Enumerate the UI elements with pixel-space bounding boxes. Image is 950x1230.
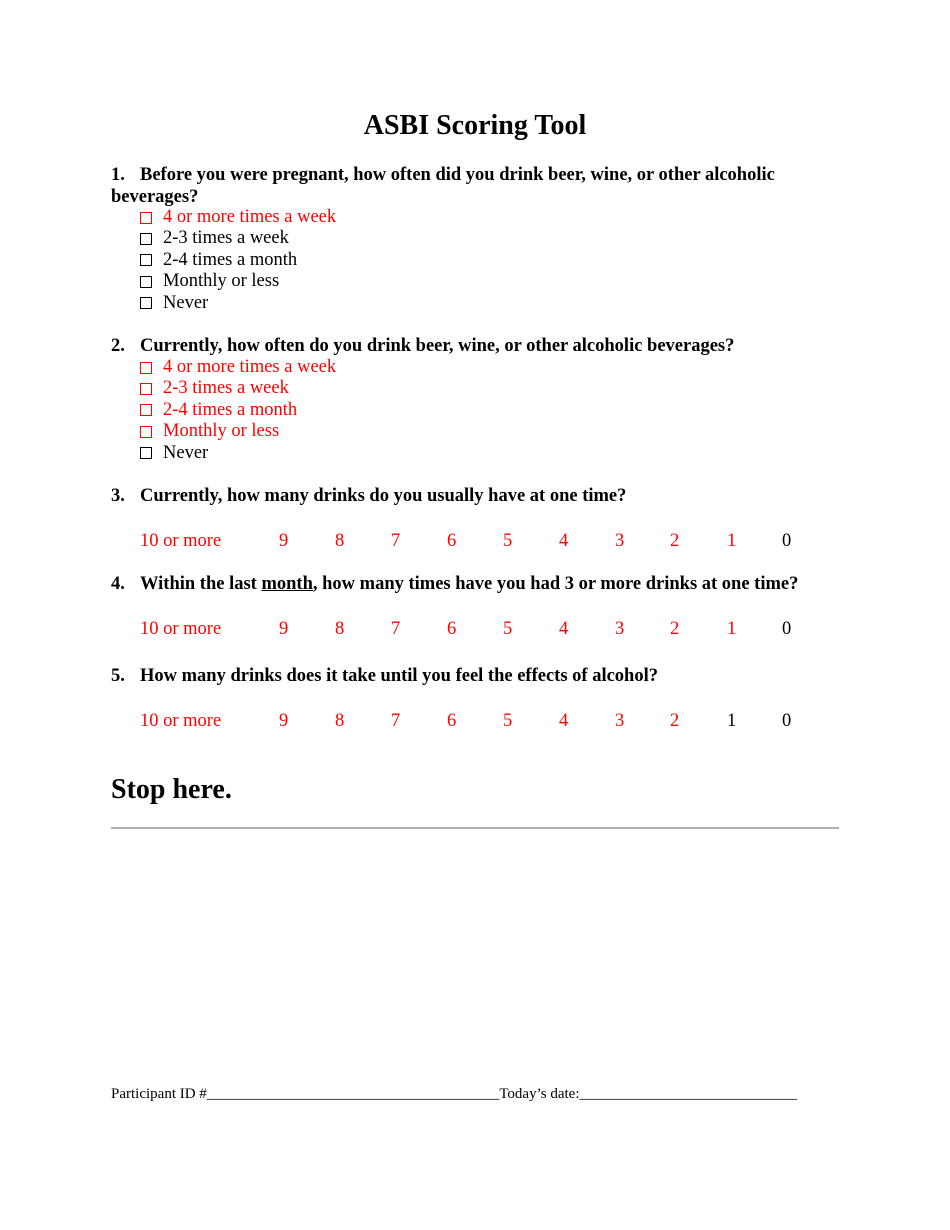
todays-date-field[interactable]: _____________________________ <box>579 1086 797 1102</box>
q1-option-1-label: 4 or more times a week <box>163 207 337 227</box>
question-1-options <box>140 207 336 314</box>
q3-scale-option[interactable]: 8 <box>335 531 345 551</box>
q2-option-1-label: 4 or more times a week <box>163 357 337 377</box>
checkbox-icon[interactable] <box>140 447 152 459</box>
q4-scale-option[interactable]: 7 <box>391 619 401 639</box>
q4-scale-option[interactable]: 5 <box>503 619 513 639</box>
checkbox-icon[interactable] <box>140 383 152 395</box>
divider <box>111 827 839 829</box>
question-5-scale <box>0 709 950 733</box>
q2-option-1[interactable] <box>140 357 336 378</box>
q1-option-3-label: 2-4 times a month <box>163 249 298 270</box>
q3-scale-option[interactable]: 9 <box>279 531 289 551</box>
question-4-text-before: Within the last <box>140 574 262 594</box>
question-5-number: 5. <box>111 666 125 686</box>
q5-scale-option[interactable]: 6 <box>447 711 457 731</box>
stop-heading: Stop here. <box>111 774 232 805</box>
q1-option-4[interactable] <box>140 271 336 292</box>
q5-scale-option[interactable]: 7 <box>391 711 401 731</box>
q3-scale-option[interactable]: 1 <box>727 531 737 551</box>
checkbox-icon[interactable] <box>140 254 152 266</box>
q4-scale-option[interactable]: 1 <box>727 619 737 639</box>
participant-id-label: Participant ID # <box>111 1086 207 1102</box>
q1-option-3[interactable] <box>140 250 336 271</box>
question-4-text-underlined: month <box>261 574 313 594</box>
q2-option-3-label: 2-4 times a month <box>163 399 298 420</box>
q5-scale-option[interactable]: 8 <box>335 711 345 731</box>
participant-id-field[interactable]: _______________________________________ <box>206 1086 500 1102</box>
question-2-options <box>140 357 336 464</box>
question-3-number: 3. <box>111 486 125 506</box>
question-4-text-after: , how many times have you had 3 or more drinks at one time? <box>312 574 799 594</box>
q3-scale-option[interactable]: 10 or more <box>140 531 222 551</box>
q1-option-2-label: 2-3 times a week <box>163 228 289 249</box>
question-3-text: Currently, how many drinks do you usually have at one time? <box>140 486 627 506</box>
q5-scale-option[interactable]: 5 <box>503 711 513 731</box>
q2-option-2[interactable] <box>140 378 336 399</box>
question-3 <box>111 485 831 507</box>
q4-scale-option[interactable]: 4 <box>559 619 569 639</box>
q2-option-4-label: Monthly or less <box>163 421 280 442</box>
q5-scale-option[interactable]: 4 <box>559 711 569 731</box>
q5-scale-option[interactable]: 1 <box>727 711 737 731</box>
question-2-text: Currently, how often do you drink beer, wine, or other alcoholic beverages? <box>140 336 735 356</box>
todays-date-label: Today’s date: <box>499 1086 580 1102</box>
q5-scale-option[interactable]: 10 or more <box>140 711 222 731</box>
q3-scale-option[interactable]: 7 <box>391 531 401 551</box>
q2-option-3[interactable] <box>140 400 336 421</box>
q4-scale-option[interactable]: 0 <box>782 619 792 639</box>
q1-option-1[interactable] <box>140 207 336 228</box>
q2-option-4[interactable] <box>140 421 336 442</box>
checkbox-icon[interactable] <box>140 404 152 416</box>
question-1-number: 1. <box>111 165 125 185</box>
q1-option-5[interactable] <box>140 293 336 314</box>
question-5-text: How many drinks does it take until you feel the effects of alcohol? <box>140 666 658 686</box>
q3-scale-option[interactable]: 5 <box>503 531 513 551</box>
page-title: ASBI Scoring Tool <box>363 110 587 141</box>
q3-scale-option[interactable]: 2 <box>670 531 680 551</box>
checkbox-icon[interactable] <box>140 297 152 309</box>
checkbox-icon[interactable] <box>140 212 152 224</box>
checkbox-icon[interactable] <box>140 362 152 374</box>
q5-scale-option[interactable]: 0 <box>782 711 792 731</box>
q3-scale-option[interactable]: 0 <box>782 531 792 551</box>
question-1-text: Before you were pregnant, how often did you drink beer, wine, or other alcoholic beverages? <box>111 165 775 207</box>
question-5 <box>111 665 831 687</box>
q2-option-5[interactable] <box>140 443 336 464</box>
q2-option-2-label: 2-3 times a week <box>163 378 289 399</box>
q4-scale-option[interactable]: 2 <box>670 619 680 639</box>
question-1 <box>111 164 831 208</box>
q2-option-5-label: Never <box>163 442 209 463</box>
question-4-number: 4. <box>111 574 125 594</box>
q4-scale-option[interactable]: 9 <box>279 619 289 639</box>
q3-scale-option[interactable]: 3 <box>615 531 625 551</box>
q1-option-2[interactable] <box>140 228 336 249</box>
q4-scale-option[interactable]: 8 <box>335 619 345 639</box>
q1-option-4-label: Monthly or less <box>163 271 280 292</box>
question-4-scale <box>0 617 950 641</box>
question-2-number: 2. <box>111 336 125 356</box>
q4-scale-option[interactable]: 6 <box>447 619 457 639</box>
q5-scale-option[interactable]: 9 <box>279 711 289 731</box>
q3-scale-option[interactable]: 4 <box>559 531 569 551</box>
checkbox-icon[interactable] <box>140 233 152 245</box>
q4-scale-option[interactable]: 3 <box>615 619 625 639</box>
q3-scale-option[interactable]: 6 <box>447 531 457 551</box>
question-2 <box>111 335 831 357</box>
q4-scale-option[interactable]: 10 or more <box>140 619 222 639</box>
question-3-scale <box>0 529 950 553</box>
q5-scale-option[interactable]: 3 <box>615 711 625 731</box>
footer <box>111 1086 797 1103</box>
q1-option-5-label: Never <box>163 292 209 313</box>
checkbox-icon[interactable] <box>140 426 152 438</box>
checkbox-icon[interactable] <box>140 276 152 288</box>
q5-scale-option[interactable]: 2 <box>670 711 680 731</box>
question-4 <box>111 573 831 595</box>
